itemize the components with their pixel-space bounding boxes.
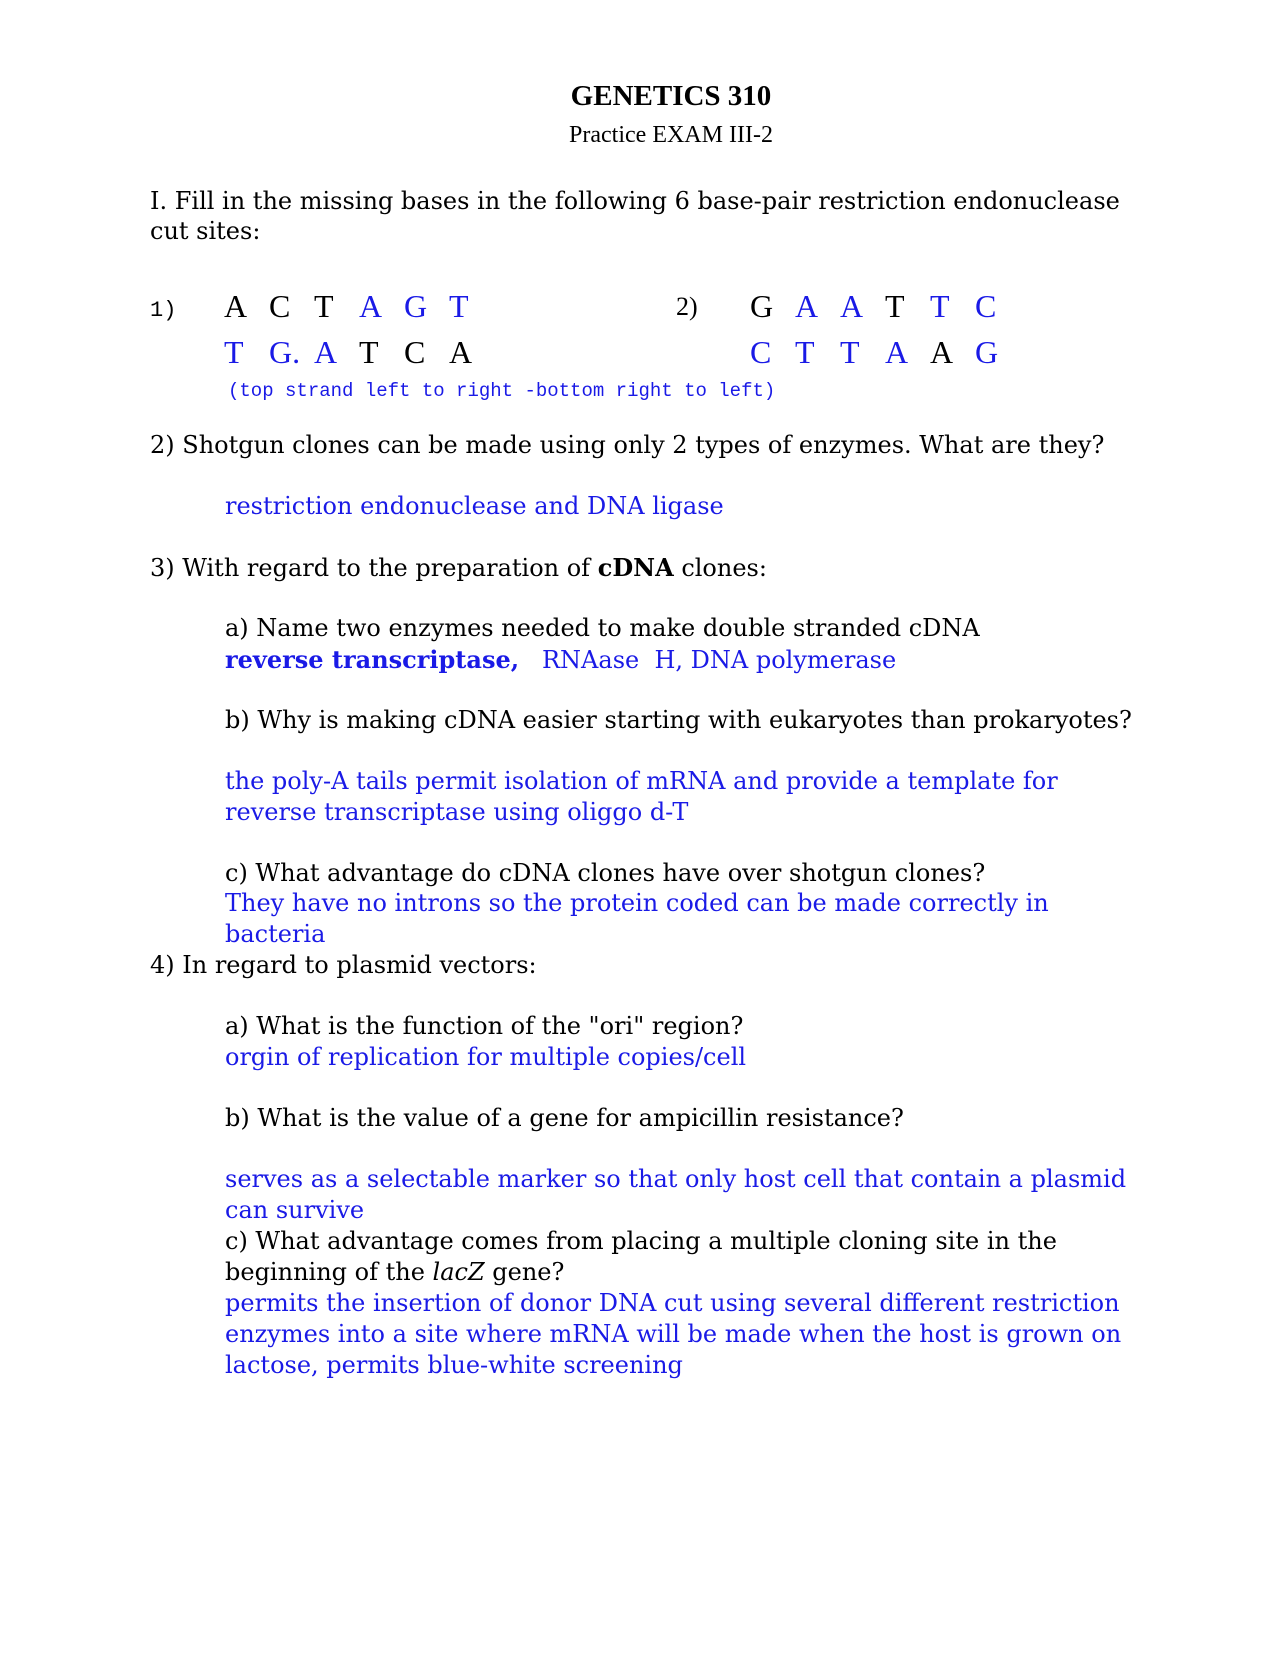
dna-base: A bbox=[224, 288, 248, 324]
q3b-answer-line1: the poly-A tails permit isolation of mRNA and provide a template for bbox=[225, 767, 1058, 795]
q4c-prompt-line2: beginning of the lacZ gene? bbox=[225, 1258, 565, 1286]
site1-label: 1) bbox=[150, 298, 177, 323]
site1-top-strand bbox=[224, 288, 494, 325]
dna-base: A bbox=[795, 288, 819, 324]
q3b-answer-line2: reverse transcriptase using oliggo d-T bbox=[225, 798, 689, 826]
site1-bottom-strand bbox=[224, 334, 494, 371]
q4b-answer-line2: can survive bbox=[225, 1196, 365, 1224]
dna-base: C bbox=[975, 288, 997, 324]
dna-base: C bbox=[750, 334, 772, 370]
dna-base: A bbox=[840, 288, 864, 324]
q3a-prompt: a) Name two enzymes needed to make double stranded cDNA bbox=[225, 614, 980, 642]
dna-base: A bbox=[885, 334, 909, 370]
dna-base: G bbox=[404, 288, 428, 324]
q4-prompt: 4) In regard to plasmid vectors: bbox=[150, 951, 537, 979]
site2-label: 2) bbox=[676, 292, 698, 321]
dna-base: A bbox=[359, 288, 383, 324]
q4c-prompt-line1: c) What advantage comes from placing a multiple cloning site in the bbox=[225, 1227, 1057, 1255]
dna-base: T bbox=[224, 334, 244, 370]
q4a-prompt: a) What is the function of the "ori" region? bbox=[225, 1012, 744, 1040]
q1-prompt-line1: I. Fill in the missing bases in the following 6 base-pair restriction endonuclease bbox=[150, 187, 1120, 215]
dna-base: T bbox=[449, 288, 469, 324]
dna-base: T bbox=[885, 288, 905, 324]
q4c-answer-line3: lactose, permits blue-white screening bbox=[225, 1351, 683, 1379]
q4c-answer-line1: permits the insertion of donor DNA cut using several different restriction bbox=[225, 1289, 1120, 1317]
dna-base: T bbox=[314, 288, 334, 324]
lacz-gene-name: lacZ bbox=[432, 1258, 485, 1286]
q4b-prompt: b) What is the value of a gene for ampicillin resistance? bbox=[225, 1104, 904, 1132]
q3a-answer: reverse transcriptase, RNAase H, DNA polymerase bbox=[225, 645, 897, 674]
dna-base: T bbox=[359, 334, 379, 370]
q3c-answer-line2: bacteria bbox=[225, 920, 326, 948]
q3b-prompt: b) Why is making cDNA easier starting with eukaryotes than prokaryotes? bbox=[225, 706, 1132, 734]
dna-base: T bbox=[795, 334, 815, 370]
q4a-answer: orgin of replication for multiple copies/cell bbox=[225, 1043, 747, 1071]
q3a-answer-bold: reverse transcriptase, bbox=[225, 645, 520, 674]
dna-base: A bbox=[314, 334, 338, 370]
q2-answer: restriction endonuclease and DNA ligase bbox=[225, 492, 724, 520]
page-title: GENETICS 310 bbox=[570, 80, 772, 112]
q4b-answer-line1: serves as a selectable marker so that only host cell that contain a plasmid bbox=[225, 1165, 1127, 1193]
strand-direction-note: (top strand left to right -bottom right to left) bbox=[228, 380, 776, 402]
page-subtitle: Practice EXAM III-2 bbox=[569, 122, 773, 148]
dna-base: C bbox=[404, 334, 426, 370]
q3-prompt: 3) With regard to the preparation of cDNA clones: bbox=[150, 553, 767, 582]
dna-base: G bbox=[975, 334, 999, 370]
q4c-answer-line2: enzymes into a site where mRNA will be made when the host is grown on bbox=[225, 1320, 1122, 1348]
dna-base: T bbox=[840, 334, 860, 370]
q3c-prompt: c) What advantage do cDNA clones have over shotgun clones? bbox=[225, 859, 986, 887]
site2-bottom-strand bbox=[750, 334, 1020, 371]
q1-prompt-line2: cut sites: bbox=[150, 217, 261, 245]
dna-base: A bbox=[449, 334, 473, 370]
dna-base: G bbox=[750, 288, 774, 324]
q3-prompt-bold: cDNA bbox=[597, 553, 674, 582]
dna-base: T bbox=[930, 288, 950, 324]
dna-base: A bbox=[930, 334, 954, 370]
dna-base: C bbox=[269, 288, 291, 324]
site2-top-strand bbox=[750, 288, 1020, 325]
dna-base: G. bbox=[269, 334, 301, 370]
q2-prompt: 2) Shotgun clones can be made using only 2 types of enzymes. What are they? bbox=[150, 431, 1105, 459]
q3c-answer-line1: They have no introns so the protein coded can be made correctly in bbox=[225, 889, 1049, 917]
